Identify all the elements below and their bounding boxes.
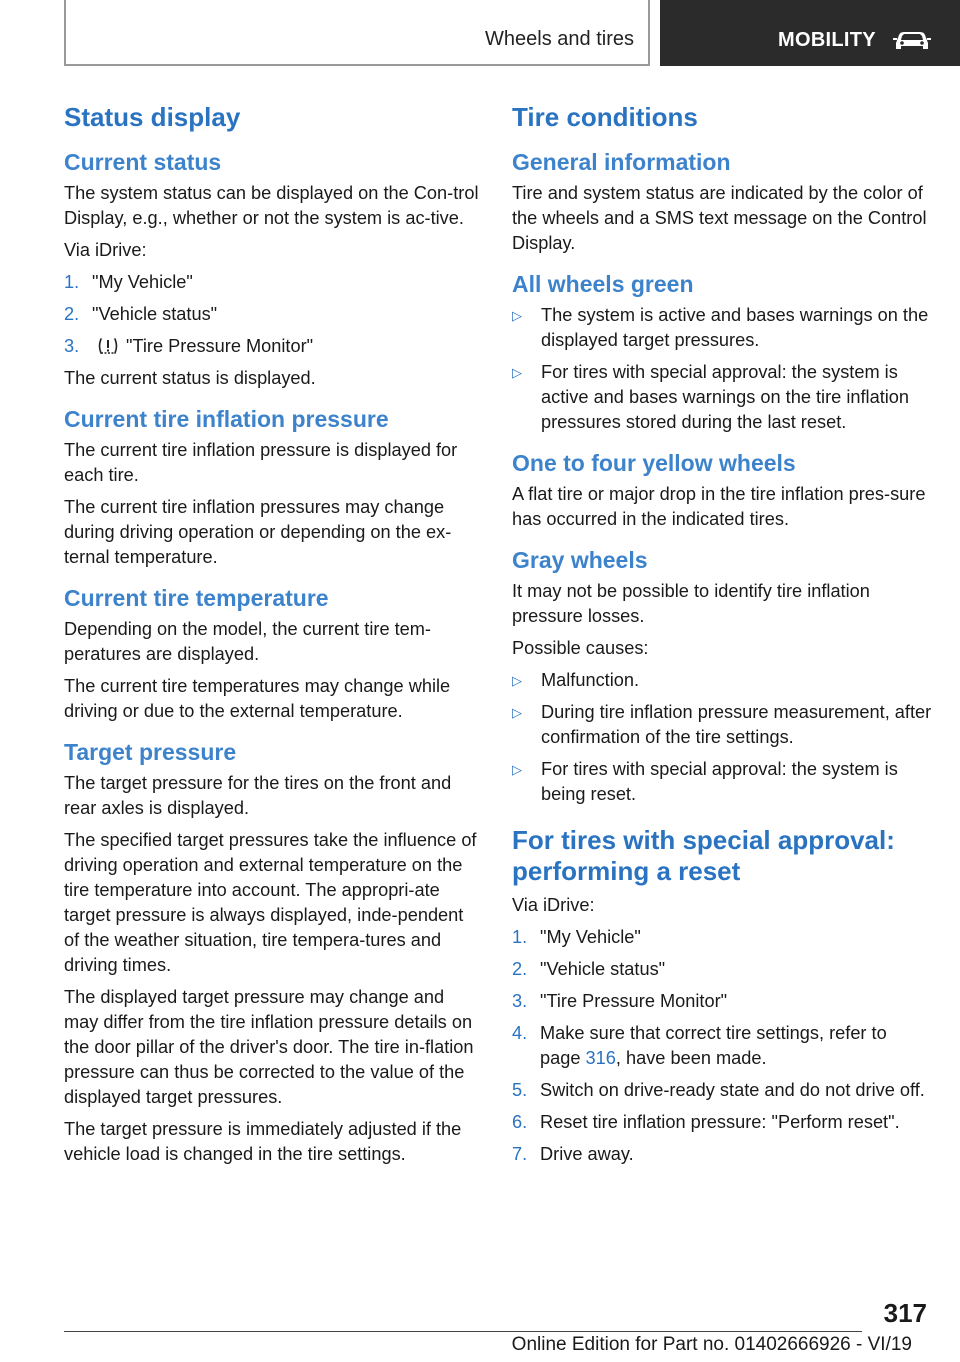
- bullet-text: During tire inflation pressure measurement, after confirmation of the tire settings.: [541, 702, 932, 747]
- paragraph: The current status is displayed.: [64, 368, 316, 388]
- paragraph: The current tire temperatures may change while driving or due to the external temperature.: [64, 676, 451, 721]
- list-item: [512, 360, 932, 435]
- heading-current-status: Current status: [64, 149, 222, 175]
- list-item: [512, 989, 932, 1014]
- step-number: 2.: [512, 959, 528, 979]
- list-item: [512, 1021, 932, 1071]
- list-item: [512, 957, 932, 982]
- header-chapter-title: MOBILITY: [778, 29, 876, 51]
- paragraph: The specified target pressures take the influence of driving operation and external temperature on the tire temperature into account. The appropri-ate target pressure is always displayed, inde-pendent of the weather situation, tire tempera-tures and driving times.: [64, 830, 477, 975]
- triangle-bullet-icon: ▷: [512, 673, 522, 688]
- paragraph: The target pressure for the tires on the front and rear axles is displayed.: [64, 773, 452, 818]
- list-item: [512, 303, 932, 353]
- paragraph: The current tire inflation pressure is displayed for each tire.: [64, 440, 458, 485]
- list-item: [64, 334, 482, 359]
- heading-all-wheels-green: All wheels green: [512, 271, 694, 297]
- triangle-bullet-icon: ▷: [512, 365, 522, 380]
- bullet-list-green: [512, 303, 932, 435]
- heading-performing-reset: For tires with special approval: performing a reset: [512, 825, 895, 886]
- list-item: [512, 1110, 932, 1135]
- heading-target-pressure: Target pressure: [64, 739, 237, 765]
- bullet-text: For tires with special approval: the system is being reset.: [541, 759, 898, 804]
- section-title-status-display: Status display: [64, 102, 241, 132]
- heading-general-information: General information: [512, 149, 731, 175]
- bullet-text: For tires with special approval: the system is active and bases warnings on the tire inflation pressures stored during the last reset.: [541, 362, 910, 432]
- paragraph: The target pressure is immediately adjusted if the vehicle load is changed in the tire settings.: [64, 1119, 462, 1164]
- list-item: [512, 757, 932, 807]
- step-text: "Vehicle status": [540, 959, 666, 979]
- list-item: [64, 302, 482, 327]
- step-number: 1.: [64, 272, 80, 292]
- heading-current-tire-inflation-pressure: Current tire inflation pressure: [64, 406, 389, 432]
- step-number: 3.: [512, 991, 528, 1011]
- bullet-list-gray: [512, 668, 932, 807]
- paragraph: Possible causes:: [512, 638, 649, 658]
- steps-list-reset: [512, 925, 932, 1167]
- paragraph: A flat tire or major drop in the tire inflation pres-sure has occurred in the indicated tires.: [512, 484, 926, 529]
- step-number: 6.: [512, 1112, 528, 1132]
- left-column: [64, 100, 482, 1174]
- step-number: 4.: [512, 1023, 528, 1043]
- triangle-bullet-icon: ▷: [512, 308, 522, 323]
- step-number: 2.: [64, 304, 80, 324]
- footer-edition: Online Edition for Part no. 01402666926 - VI/19: [511, 1334, 912, 1355]
- list-item: [512, 925, 932, 950]
- paragraph: Tire and system status are indicated by the color of the wheels and a SMS text message on the Control Display.: [512, 183, 927, 253]
- header-chapter-box: [660, 0, 960, 66]
- right-column: [512, 100, 932, 1174]
- car-icon: [892, 28, 932, 52]
- paragraph: The system status can be displayed on the Con-trol Display, e.g., whether or not the system is ac-tive.: [64, 183, 479, 228]
- heading-yellow-wheels: One to four yellow wheels: [512, 450, 796, 476]
- step-text: "My Vehicle": [92, 272, 193, 292]
- page-reference-link[interactable]: 316: [585, 1048, 616, 1068]
- heading-gray-wheels: Gray wheels: [512, 547, 648, 573]
- paragraph: Via iDrive:: [64, 240, 147, 260]
- step-text: "Tire Pressure Monitor": [126, 336, 314, 356]
- step-number: 7.: [512, 1144, 528, 1164]
- paragraph: The displayed target pressure may change and may differ from the tire inflation pressure details on the door pillar of the driver's door. The tire in-flation pressure can thus be corrected to the value of the displayed target pressures.: [64, 987, 474, 1107]
- list-item: [64, 270, 482, 295]
- header-section-title: Wheels and tires: [485, 28, 634, 50]
- step-text: "Tire Pressure Monitor": [540, 991, 728, 1011]
- step-number: 3.: [64, 336, 80, 356]
- triangle-bullet-icon: ▷: [512, 705, 522, 720]
- step-text: "Vehicle status": [92, 304, 218, 324]
- steps-list-status: [64, 270, 482, 359]
- section-title-tire-conditions: Tire conditions: [512, 102, 698, 132]
- step-text: "My Vehicle": [540, 927, 641, 947]
- page-number: 317: [883, 1298, 927, 1328]
- step-text: Drive away.: [540, 1144, 634, 1164]
- list-item: [512, 1142, 932, 1167]
- paragraph: It may not be possible to identify tire inflation pressure losses.: [512, 581, 870, 626]
- paragraph: Depending on the model, the current tire tem-peratures are displayed.: [64, 619, 431, 664]
- step-text: Reset tire inflation pressure: "Perform reset".: [540, 1112, 900, 1132]
- step-text: Switch on drive-ready state and do not drive off.: [540, 1080, 925, 1100]
- heading-current-tire-temperature: Current tire temperature: [64, 585, 329, 611]
- tire-pressure-warning-icon: [96, 337, 120, 355]
- paragraph: Via iDrive:: [512, 895, 595, 915]
- step-number: 5.: [512, 1080, 528, 1100]
- paragraph: The current tire inflation pressures may change during driving operation or depending on the ex-ternal temperature.: [64, 497, 452, 567]
- list-item: [512, 668, 932, 693]
- step-text-pre: Make sure that correct tire settings, refer to page: [540, 1023, 887, 1068]
- step-text-post: , have been made.: [615, 1048, 767, 1068]
- list-item: [512, 1078, 932, 1103]
- header-section-box: [64, 0, 650, 66]
- bullet-text: The system is active and bases warnings on the displayed target pressures.: [541, 305, 929, 350]
- list-item: [512, 700, 932, 750]
- triangle-bullet-icon: ▷: [512, 762, 522, 777]
- footer-divider: [64, 1331, 862, 1332]
- step-text-with-icon: [92, 334, 482, 359]
- bullet-text: Malfunction.: [541, 670, 640, 690]
- step-text-with-link: [540, 1021, 932, 1071]
- step-number: 1.: [512, 927, 528, 947]
